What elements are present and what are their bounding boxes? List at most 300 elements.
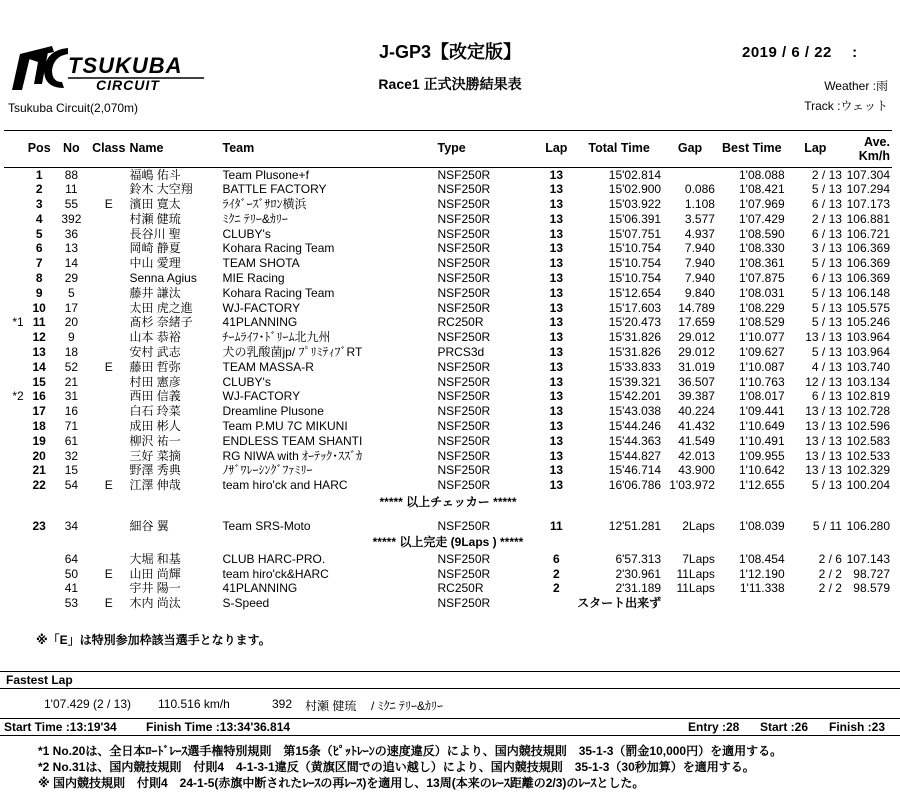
cell-ave: 98.727 <box>853 566 890 581</box>
cell-class: E <box>104 197 113 212</box>
cell-mark <box>4 212 26 227</box>
cell-class <box>90 434 127 449</box>
cell-mark <box>4 286 26 301</box>
cell-blap: 6 / 13 <box>811 389 842 404</box>
cell-name: 村田 憲彦 <box>129 374 181 389</box>
table-header-row <box>4 131 892 168</box>
cell-no: 29 <box>64 271 79 286</box>
cell-mark <box>4 582 26 597</box>
cell-class <box>90 227 127 242</box>
cell-best: 1'12.190 <box>738 566 785 581</box>
cell-gap: 0.086 <box>684 182 715 197</box>
cell-type: NSF250R <box>437 448 491 463</box>
cell-pos: 18 <box>32 419 46 434</box>
col-team: Team <box>221 131 436 168</box>
cell-pos: 20 <box>32 448 46 463</box>
cell-type: RC250R <box>437 315 484 330</box>
cell-ave: 106.881 <box>846 211 890 226</box>
cell-total: 6'57.313 <box>615 551 662 566</box>
cell-team: WJ-FACTORY <box>222 389 301 404</box>
race-status-bar <box>0 718 900 736</box>
cell-gap: 42.013 <box>678 448 715 463</box>
page-title: J-GP3【改定版】 <box>378 42 522 62</box>
table-row <box>4 272 892 287</box>
svg-text:TSUKUBA: TSUKUBA <box>68 53 183 78</box>
cell-best: 1'08.088 <box>738 167 785 182</box>
start-count: Start :26 <box>760 720 809 734</box>
cell-blap: 2 / 6 <box>818 551 842 566</box>
cell-best: 1'10.491 <box>738 433 785 448</box>
cell-name: 中山 愛理 <box>129 256 181 271</box>
table-row <box>4 582 892 597</box>
table-row <box>4 331 892 346</box>
table-row <box>4 552 892 567</box>
cell-blap: 5 / 13 <box>811 300 842 315</box>
cell-pos <box>26 567 53 582</box>
table-row <box>4 286 892 301</box>
cell-class <box>90 582 127 597</box>
cell-name: 大堀 和基 <box>129 551 181 566</box>
cell-blap: 2 / 13 <box>811 167 842 182</box>
cell-type: NSF250R <box>437 226 491 241</box>
cell-blap: 5 / 13 <box>811 285 842 300</box>
cell-pos: 23 <box>32 519 46 534</box>
cell-blap: 6 / 13 <box>811 226 842 241</box>
cell-team: team hiro'ck and HARC <box>222 478 348 493</box>
col-average: Ave. Km/h <box>844 131 892 168</box>
entry-count: Entry :28 <box>688 720 740 734</box>
cell-lap: 13 <box>549 433 564 448</box>
cell-lap: 13 <box>549 478 564 493</box>
cell-total: 15'12.654 <box>608 285 662 300</box>
cell-pos: 8 <box>35 271 43 286</box>
cell-lap: 13 <box>549 226 564 241</box>
cell-team: CLUB HARC-PRO. <box>222 551 326 566</box>
cell-ave: 100.204 <box>846 478 890 493</box>
cell-gap: 39.387 <box>678 389 715 404</box>
cell-mark <box>4 520 26 535</box>
cell-total: 15'31.826 <box>608 345 662 360</box>
cell-pos: 10 <box>32 300 46 315</box>
cell-mark <box>4 242 26 257</box>
cell-lap: 13 <box>549 463 564 478</box>
cell-no: 53 <box>64 596 79 611</box>
cell-team: ENDLESS TEAM SHANTI <box>222 433 363 448</box>
cell-class <box>90 552 127 567</box>
cell-total: 15'03.922 <box>608 197 662 212</box>
cell-total: 15'44.363 <box>608 433 662 448</box>
cell-name: 長谷川 聖 <box>129 226 181 241</box>
cell-type: NSF250R <box>437 182 491 197</box>
results-body-dnf <box>4 552 892 611</box>
cell-total: 15'44.246 <box>608 419 662 434</box>
cell-type: NSF250R <box>437 167 491 182</box>
cell-best: 1'10.642 <box>738 463 785 478</box>
cell-ave: 106.721 <box>846 226 890 241</box>
cell-type: NSF250R <box>437 519 491 534</box>
cell-gap: 7.940 <box>684 241 715 256</box>
cell-ave: 106.369 <box>846 271 890 286</box>
table-row <box>4 227 892 242</box>
cell-no: 9 <box>68 330 75 345</box>
cell-blap: 5 / 13 <box>811 345 842 360</box>
cell-no: 392 <box>61 211 82 226</box>
cell-blap: 2 / 13 <box>811 211 842 226</box>
cell-no: 34 <box>64 519 79 534</box>
cell-no: 14 <box>64 256 79 271</box>
cell-gap: 43.900 <box>678 463 715 478</box>
cell-team: TEAM MASSA-R <box>222 359 314 374</box>
cell-team: CLUBY's <box>222 226 271 241</box>
cell-team: MIE Racing <box>222 271 285 286</box>
cell-total: 12'51.281 <box>608 519 662 534</box>
cell-team: Team SRS-Moto <box>222 519 311 534</box>
cell-type: NSF250R <box>437 330 491 345</box>
cell-mark <box>4 168 26 183</box>
cell-name: 西田 信義 <box>129 389 181 404</box>
cell-lap: 13 <box>549 285 564 300</box>
cell-best: 1'08.454 <box>738 551 785 566</box>
cell-blap: 12 / 13 <box>805 374 842 389</box>
cell-team: ﾉｻﾞﾜﾚｰｼﾝｸﾞﾌｧﾐﾘｰ <box>222 463 313 478</box>
cell-no: 20 <box>64 315 79 330</box>
cell-blap: 13 / 13 <box>805 463 842 478</box>
cell-gap: 1.108 <box>684 197 715 212</box>
cell-type: NSF250R <box>437 566 491 581</box>
cell-ave: 103.964 <box>846 345 890 360</box>
table-row <box>4 464 892 479</box>
cell-class <box>90 183 127 198</box>
cell-no: 18 <box>64 345 79 360</box>
cell-no: 15 <box>64 463 79 478</box>
cell-pos: 4 <box>35 211 43 226</box>
cell-ave: 105.575 <box>846 300 890 315</box>
cell-gap: 17.659 <box>678 315 715 330</box>
cell-pos: 5 <box>35 226 43 241</box>
table-row <box>4 479 892 494</box>
cell-pos <box>26 582 53 597</box>
cell-no: 52 <box>64 359 79 374</box>
cell-best: 1'10.763 <box>738 374 785 389</box>
cell-team: ﾗｲﾀﾞｰｽﾞｻﾛﾝ横浜 <box>222 197 307 212</box>
cell-team: Team P.MU 7C MIKUNI <box>222 419 348 434</box>
cell-class <box>90 420 127 435</box>
cell-pos: 16 <box>32 389 46 404</box>
cell-total: 15'42.201 <box>608 389 662 404</box>
cell-no: 21 <box>64 374 79 389</box>
cell-name: 山田 尚輝 <box>129 566 181 581</box>
cell-team: Team Plusone+f <box>222 167 309 182</box>
cell-lap: 11 <box>549 519 563 534</box>
cell-blap <box>787 597 844 612</box>
cell-team: Kohara Racing Team <box>222 241 335 256</box>
cell-name: Senna Agius <box>129 271 197 286</box>
cell-type: NSF250R <box>437 271 491 286</box>
table-row <box>4 212 892 227</box>
cell-gap: 7.940 <box>684 271 715 286</box>
cell-pos: 7 <box>35 256 43 271</box>
cell-best: 1'08.017 <box>738 389 785 404</box>
cell-total: 2'30.961 <box>615 566 662 581</box>
cell-name: 藤井 謙汰 <box>129 285 181 300</box>
cell-ave: 102.819 <box>846 389 890 404</box>
cell-ave: 106.148 <box>846 285 890 300</box>
finish-separator-text: ***** 以上完走 (9Laps ) ***** <box>372 535 524 550</box>
cell-best: 1'08.229 <box>738 300 785 315</box>
circuit-name: Tsukuba Circuit(2,070m) <box>8 101 139 115</box>
cell-no: 16 <box>64 404 79 419</box>
cell-lap: 6 <box>552 551 560 566</box>
cell-no: 5 <box>68 285 75 300</box>
cell-mark <box>4 464 26 479</box>
cell-team: S-Speed <box>222 596 270 611</box>
footnote-3: ※ 国内競技規則 付則4 24-1-5(赤旗中断されたﾚｰｽの再ﾚｰｽ)を適用し、13周(本来のﾚｰｽ距離の2/3)のﾚｰｽとした。 <box>38 776 645 790</box>
cell-pos: 15 <box>32 374 46 389</box>
footnote-2: *2 No.31は、国内競技規則 付則4 4-1-3-1違反（黄旗区間での追い越し）により、国内競技規則 35-1-3（30秒加算）を適用する。 <box>38 760 755 774</box>
cell-ave: 102.533 <box>846 448 890 463</box>
cell-best: 1'08.330 <box>738 241 785 256</box>
cell-type: NSF250R <box>437 433 491 448</box>
table-row <box>4 434 892 449</box>
cell-ave: 106.369 <box>846 256 890 271</box>
cell-best: 1'07.429 <box>738 211 785 226</box>
cell-mark <box>4 272 26 287</box>
cell-ave: 107.304 <box>846 167 890 182</box>
cell-team: 41PLANNING <box>222 581 298 596</box>
cell-lap: 13 <box>549 374 564 389</box>
cell-pos <box>26 552 53 567</box>
cell-total: 15'06.391 <box>608 211 662 226</box>
cell-pos: 12 <box>32 330 46 345</box>
cell-gap: 41.432 <box>678 419 715 434</box>
cell-total: 15'31.826 <box>608 330 662 345</box>
cell-blap: 6 / 13 <box>811 271 842 286</box>
cell-class <box>90 405 127 420</box>
cell-total: 15'44.827 <box>608 448 662 463</box>
cell-ave: 102.596 <box>846 419 890 434</box>
cell-team: TEAM SHOTA <box>222 256 300 271</box>
separator-checker <box>4 494 892 520</box>
cell-blap: 13 / 13 <box>805 330 842 345</box>
cell-lap: 13 <box>549 330 564 345</box>
cell-total: 15'33.833 <box>608 359 662 374</box>
cell-pos: 1 <box>35 167 43 182</box>
table-row <box>4 242 892 257</box>
cell-type: NSF250R <box>437 285 491 300</box>
cell-best: 1'08.361 <box>738 256 785 271</box>
cell-type: NSF250R <box>437 596 491 611</box>
table-row <box>4 390 892 405</box>
cell-class <box>90 331 127 346</box>
table-row <box>4 597 892 612</box>
cell-team: WJ-FACTORY <box>222 300 301 315</box>
cell-total: 15'10.754 <box>608 271 662 286</box>
cell-pos: 21 <box>32 463 46 478</box>
cell-pos: 2 <box>35 182 43 197</box>
cell-pos: 22 <box>32 478 46 493</box>
cell-gap: 9.840 <box>684 285 715 300</box>
cell-gap: 1'03.972 <box>669 478 715 493</box>
fastest-lap-team: / ﾐｸﾆ ﾃﾘｰ&ｶﾘｰ <box>371 699 444 713</box>
cell-ave: 102.728 <box>846 404 890 419</box>
cell-pos: 3 <box>35 197 43 212</box>
col-mark <box>4 131 26 168</box>
cell-gap: 31.019 <box>678 359 715 374</box>
cell-lap: 13 <box>549 345 564 360</box>
cell-best: 1'09.955 <box>738 448 785 463</box>
cell-mark <box>4 346 26 361</box>
cell-best <box>717 597 787 612</box>
cell-gap <box>663 168 717 183</box>
cell-blap: 3 / 13 <box>811 241 842 256</box>
cell-total: 15'10.754 <box>608 241 662 256</box>
cell-ave: 105.246 <box>846 315 890 330</box>
cell-name: 白石 玲菜 <box>129 404 181 419</box>
cell-best: 1'09.441 <box>738 404 785 419</box>
cell-gap: 3.577 <box>684 211 715 226</box>
cell-name: 木内 尚汰 <box>129 596 181 611</box>
race-date: 2019 / 6 / 22 : <box>742 44 858 61</box>
start-time: Start Time :13:19'34 <box>4 720 117 734</box>
cell-gap: 29.012 <box>678 345 715 360</box>
cell-gap: 4.937 <box>684 226 715 241</box>
cell-class <box>90 242 127 257</box>
cell-total: スタート出来ず <box>577 596 662 611</box>
col-best-lap: Lap <box>787 131 844 168</box>
cell-no: 13 <box>64 241 79 256</box>
cell-team: Kohara Racing Team <box>222 285 335 300</box>
cell-pos: 19 <box>32 433 46 448</box>
cell-mark <box>4 479 26 494</box>
cell-type: NSF250R <box>437 256 491 271</box>
cell-best: 1'11.338 <box>739 581 785 596</box>
cell-name: 安村 武志 <box>129 345 181 360</box>
cell-ave: 103.740 <box>846 359 890 374</box>
cell-type: NSF250R <box>437 374 491 389</box>
cell-class <box>90 272 127 287</box>
cell-blap: 6 / 13 <box>811 197 842 212</box>
cell-total: 15'02.814 <box>608 167 662 182</box>
cell-class <box>90 286 127 301</box>
cell-type: NSF250R <box>437 404 491 419</box>
cell-type: NSF250R <box>437 478 491 493</box>
cell-total: 15'43.038 <box>608 404 662 419</box>
fastest-lap-time: 1'07.429 (2 / 13) <box>44 697 132 711</box>
table-row <box>4 520 892 535</box>
class-e-note: ※「E」は特別参加枠該当選手となります。 <box>36 633 271 647</box>
table-row <box>4 420 892 435</box>
cell-mark <box>4 301 26 316</box>
cell-blap: 13 / 13 <box>805 404 842 419</box>
cell-pos: 17 <box>32 404 46 419</box>
cell-type: NSF250R <box>437 197 491 212</box>
cell-name: 太田 虎之進 <box>129 300 193 315</box>
cell-ave: 107.143 <box>846 551 890 566</box>
cell-no: 55 <box>64 197 79 212</box>
cell-total: 15'07.751 <box>608 226 662 241</box>
cell-name: 野澤 秀典 <box>129 463 181 478</box>
col-best-time: Best Time <box>717 131 787 168</box>
table-row <box>4 346 892 361</box>
cell-blap: 13 / 13 <box>805 448 842 463</box>
cell-class <box>90 212 127 227</box>
table-row <box>4 301 892 316</box>
cell-team: ﾁｰﾑﾗｲﾌ･ﾄﾞﾘｰﾑ北九州 <box>222 330 331 345</box>
cell-class <box>90 301 127 316</box>
cell-name: 江澤 伸哉 <box>129 478 181 493</box>
cell-name: 鈴木 大空翔 <box>129 182 193 197</box>
cell-mark <box>4 597 26 612</box>
checker-separator-text: ***** 以上チェッカー ***** <box>379 494 517 509</box>
cell-ave: 106.280 <box>846 519 890 534</box>
cell-no: 71 <box>64 419 79 434</box>
cell-blap: 13 / 13 <box>805 433 842 448</box>
cell-lap: 13 <box>549 448 564 463</box>
cell-lap: 13 <box>549 271 564 286</box>
cell-team: 41PLANNING <box>222 315 298 330</box>
cell-total: 15'20.473 <box>608 315 662 330</box>
cell-type: NSF250R <box>437 419 491 434</box>
fastest-lap-rider: 村瀬 健琉 <box>305 699 357 713</box>
col-type: Type <box>436 131 538 168</box>
cell-mark <box>4 198 26 213</box>
cell-no: 31 <box>64 389 79 404</box>
table-row <box>4 257 892 272</box>
col-total-time: Total Time <box>575 131 663 168</box>
col-class: Class <box>90 131 127 168</box>
cell-mark <box>4 449 26 464</box>
cell-lap: 13 <box>549 211 564 226</box>
cell-lap: 13 <box>549 241 564 256</box>
cell-best: 1'10.649 <box>738 419 785 434</box>
fastest-lap-header <box>0 671 900 689</box>
weather: Weather :雨 <box>824 79 888 93</box>
cell-best: 1'10.077 <box>738 330 785 345</box>
fastest-lap-speed: 110.516 km/h <box>158 697 230 711</box>
cell-type: NSF250R <box>437 389 491 404</box>
cell-name: 宇井 陽一 <box>129 581 181 596</box>
cell-lap: 13 <box>549 300 564 315</box>
cell-class <box>90 375 127 390</box>
cell-total: 15'17.603 <box>608 300 662 315</box>
cell-lap: 13 <box>549 389 564 404</box>
cell-ave: 102.583 <box>846 433 890 448</box>
col-lap: Lap <box>538 131 576 168</box>
results-body-laps-down <box>4 520 892 535</box>
cell-type: NSF250R <box>437 359 491 374</box>
cell-best: 1'10.087 <box>738 359 785 374</box>
cell-lap: 13 <box>549 315 564 330</box>
cell-pos <box>26 597 53 612</box>
cell-best: 1'08.590 <box>738 226 785 241</box>
cell-blap: 5 / 13 <box>811 315 842 330</box>
cell-type: NSF250R <box>437 211 491 226</box>
cell-blap: 4 / 13 <box>811 359 842 374</box>
cell-gap: 29.012 <box>678 330 715 345</box>
cell-best: 1'08.529 <box>738 315 785 330</box>
cell-best: 1'12.655 <box>738 478 785 493</box>
cell-ave: 107.294 <box>846 182 890 197</box>
cell-team: Dreamline Plusone <box>222 404 324 419</box>
cell-no: 54 <box>64 478 79 493</box>
cell-gap: 2Laps <box>682 519 715 534</box>
cell-class <box>90 316 127 331</box>
cell-no: 64 <box>64 551 79 566</box>
cell-no: 17 <box>64 300 79 315</box>
col-name: Name <box>127 131 220 168</box>
cell-best: 1'07.875 <box>738 271 785 286</box>
cell-class <box>90 449 127 464</box>
